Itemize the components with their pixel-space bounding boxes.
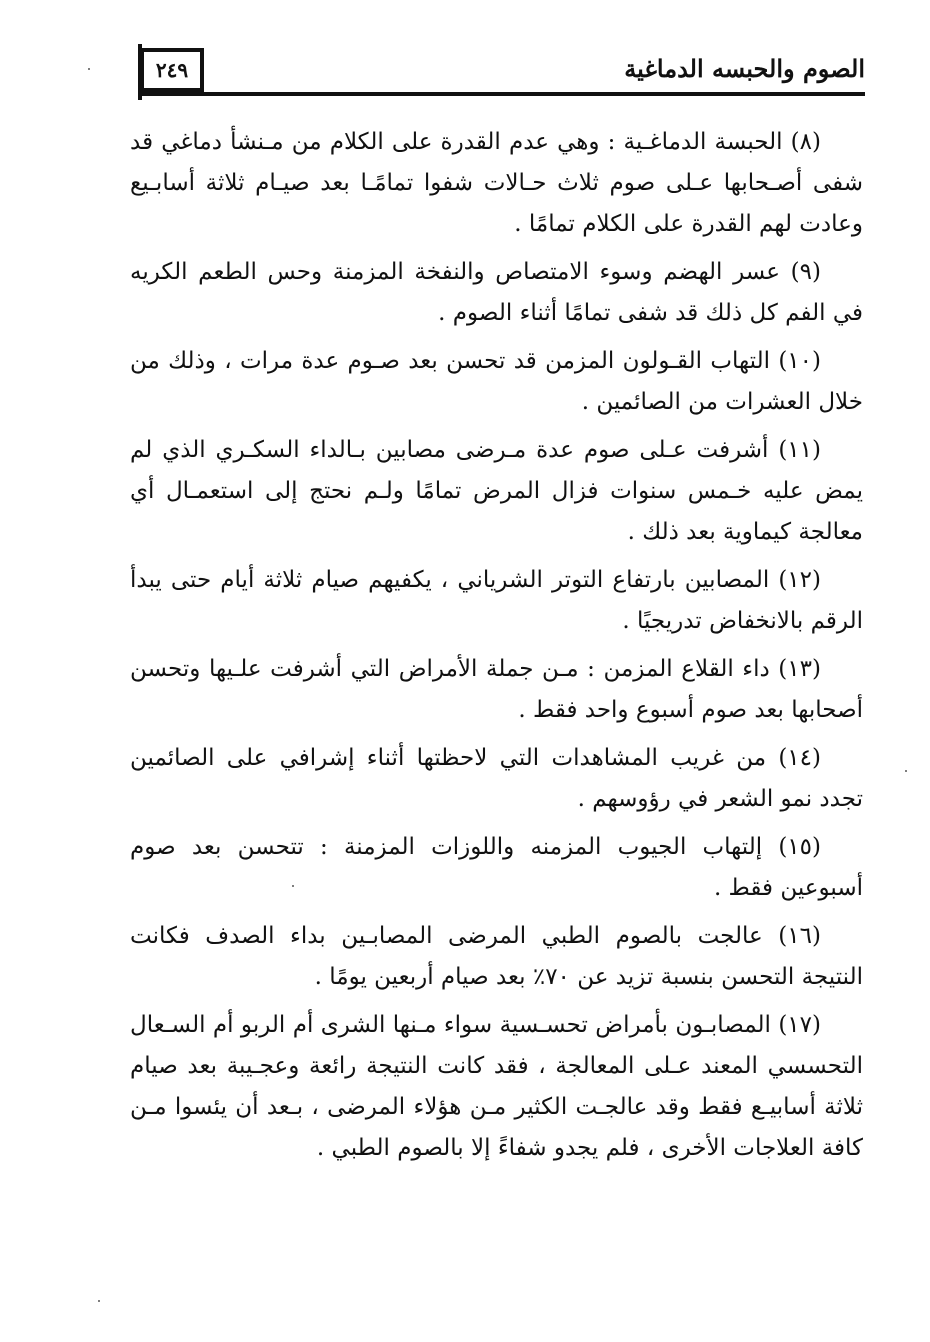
paragraph-9: (٩) عسر الهضم وسوء الامتصاص والنفخة المزمنة وحس الطعم الكريه في الفم كل ذلك قد شفى تمامًا أثناء الصوم .: [130, 259, 863, 326]
paragraph-11: (١١) أشرفت عـلى صوم عدة مـرضى مصابين بـالداء السكـري الذي لم يمض عليه خـمس سنوات فزال المرض تمامًا ولـم نحتج إلى استعمـال أي معالجة كيماوية بعد ذلك .: [130, 437, 863, 545]
paragraph-12: (١٢) المصابين بارتفاع التوتر الشرياني ، يكفيهم صيام ثلاثة أيام حتى يبدأ الرقم بالانخفاض تدريجيًا .: [130, 567, 863, 634]
scan-speck: [905, 770, 907, 772]
paragraph-17: (١٧) المصابـون بأمراض تحسـسية سواء مـنها الشرى أم الربو أم السـعال التحسسي المعند عـلى المعالجة ، فقد كانت النتيجة رائعة وعجـيبة بعد صيام ثلاثة أسابيـع فقط وقد عالجـت الكثير مـن هؤلاء المرضى ، بـعد أن يئسوا مـن كافة العلاجات الأخرى ، فلم يجدو شفاءً إلا بالصوم الطبي .: [130, 1012, 863, 1161]
paragraph-8: (٨) الحبسة الدماغـية : وهي عدم القدرة على الكلام من مـنشأ دماغي قد شفى أصـحابها عـلى صوم ثلاث حـالات شفوا تمامًـا بعد صيـام ثلاثة أسابـيع وعادت لهم القدرة على الكلام تمامًا .: [130, 129, 863, 237]
paragraph-14: (١٤) من غريب المشاهدات التي لاحظتها أثناء إشرافي على الصائمين تجدد نمو الشعر في رؤوسهم .: [130, 745, 863, 812]
paragraph-10: (١٠) التهاب القـولون المزمن قد تحسن بعد صـوم عدة مرات ، وذلك من خلال العشرات من الصائمين .: [130, 348, 863, 415]
paragraph-16: (١٦) عالجت بالصوم الطبي المرضى المصابـين بداء الصدف فكانت النتيجة التحسن بنسبة تزيد عن ٧٠٪ بعد صيام أربعين يومًا .: [130, 923, 863, 990]
page-header: [130, 40, 865, 100]
paragraph-13: (١٣) داء القلاع المزمن : مـن جملة الأمراض التي أشرفت علـيها وتحسن أصحابها بعد صوم أسبوع واحد فقط .: [130, 656, 863, 723]
page-number-box: ٢٤٩: [140, 48, 204, 92]
paragraph-15: (١٥) إلتهاب الجيوب المزمنه واللوزات المزمنة : تتحسن بعد صوم أسبوعين فقط .: [130, 834, 863, 901]
body-text: [130, 122, 863, 1176]
header-rule: [140, 92, 865, 96]
scan-speck: [292, 885, 294, 887]
scan-speck: [88, 68, 90, 70]
running-title: الصوم والحبسه الدماغية: [624, 54, 865, 83]
scan-speck: [98, 1300, 100, 1302]
